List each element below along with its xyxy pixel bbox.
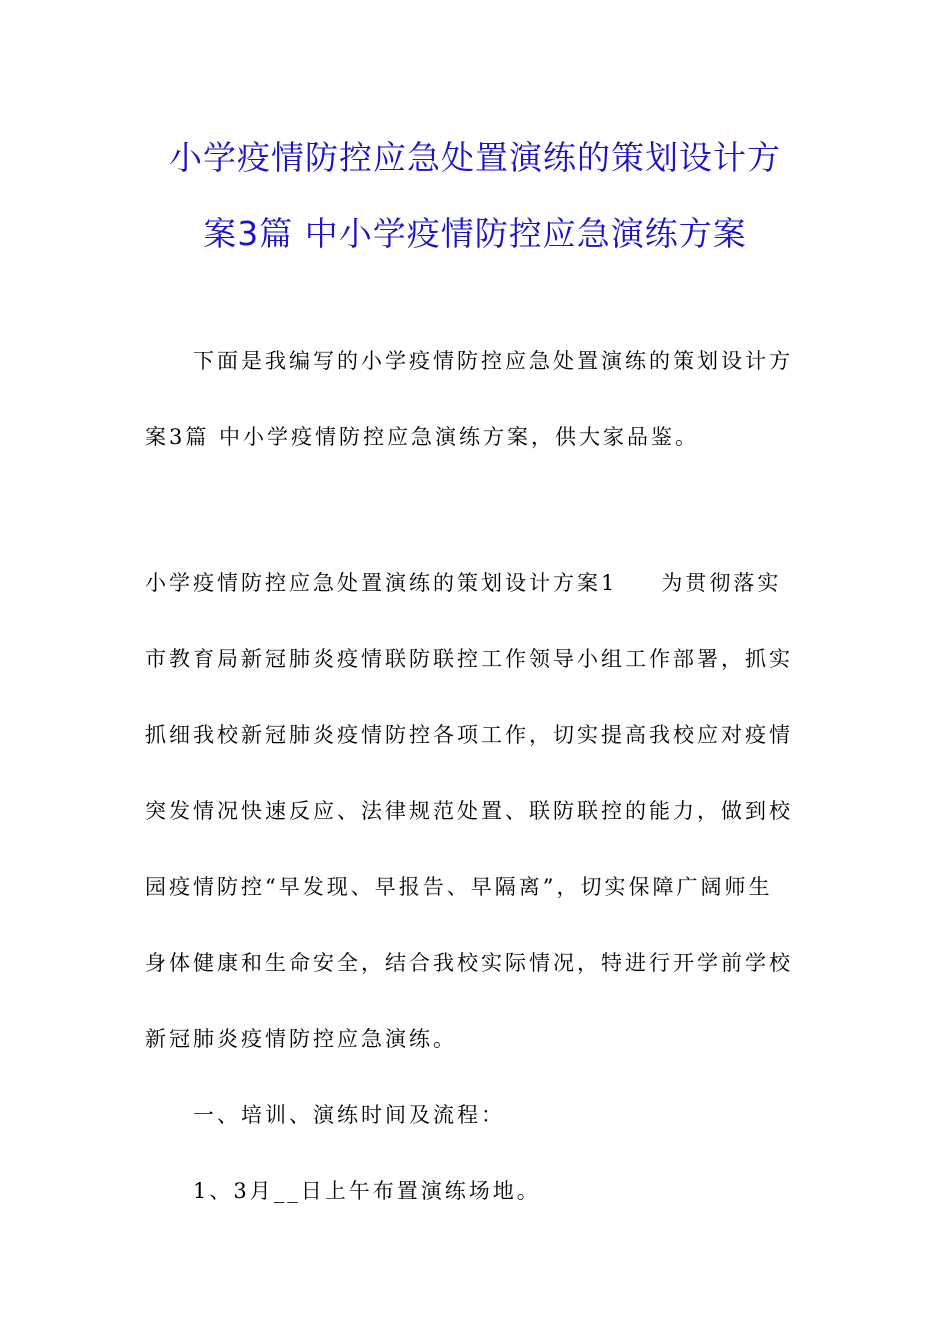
plan1-heading: 小学疫情防控应急处置演练的策划设计方案1 (145, 571, 618, 595)
title-line-1: 小学疫情防控应急处置演练的策划设计方 (169, 138, 781, 177)
document-title (0, 120, 950, 272)
plan1-paragraph (145, 545, 810, 1229)
intro-line-1: 下面是我编写的小学疫情防控应急处置演练的策划设计方 (193, 349, 793, 373)
intro-line-2: 案3篇 中小学疫情防控应急演练方案，供大家品鉴。 (145, 425, 700, 449)
plan1-line-5: 园疫情防控“早发现、早报告、早隔离”，切实保障广阔师生 (145, 875, 773, 899)
plan1-line-2: 市教育局新冠肺炎疫情联防联控工作领导小组工作部署，抓实 (145, 647, 793, 671)
title-line-2: 案3篇 中小学疫情防控应急演练方案 (203, 214, 747, 253)
plan1-line-4: 突发情况快速反应、法律规范处置、联防联控的能力，做到校 (145, 799, 793, 823)
plan1-line-1-tail: 为贯彻落实 (661, 571, 782, 595)
plan1-line-6: 身体健康和生命安全，结合我校实际情况，特进行开学前学校 (145, 951, 793, 975)
section1-heading: 一、培训、演练时间及流程： (193, 1103, 505, 1127)
list-item-1: 1、3月__日上午布置演练场地。 (193, 1179, 541, 1203)
plan1-line-7: 新冠肺炎疫情防控应急演练。 (145, 1027, 457, 1051)
plan1-line-3: 抓细我校新冠肺炎疫情防控各项工作，切实提高我校应对疫情 (145, 723, 793, 747)
intro-paragraph (145, 323, 810, 475)
plan1-line-1 (145, 545, 810, 621)
